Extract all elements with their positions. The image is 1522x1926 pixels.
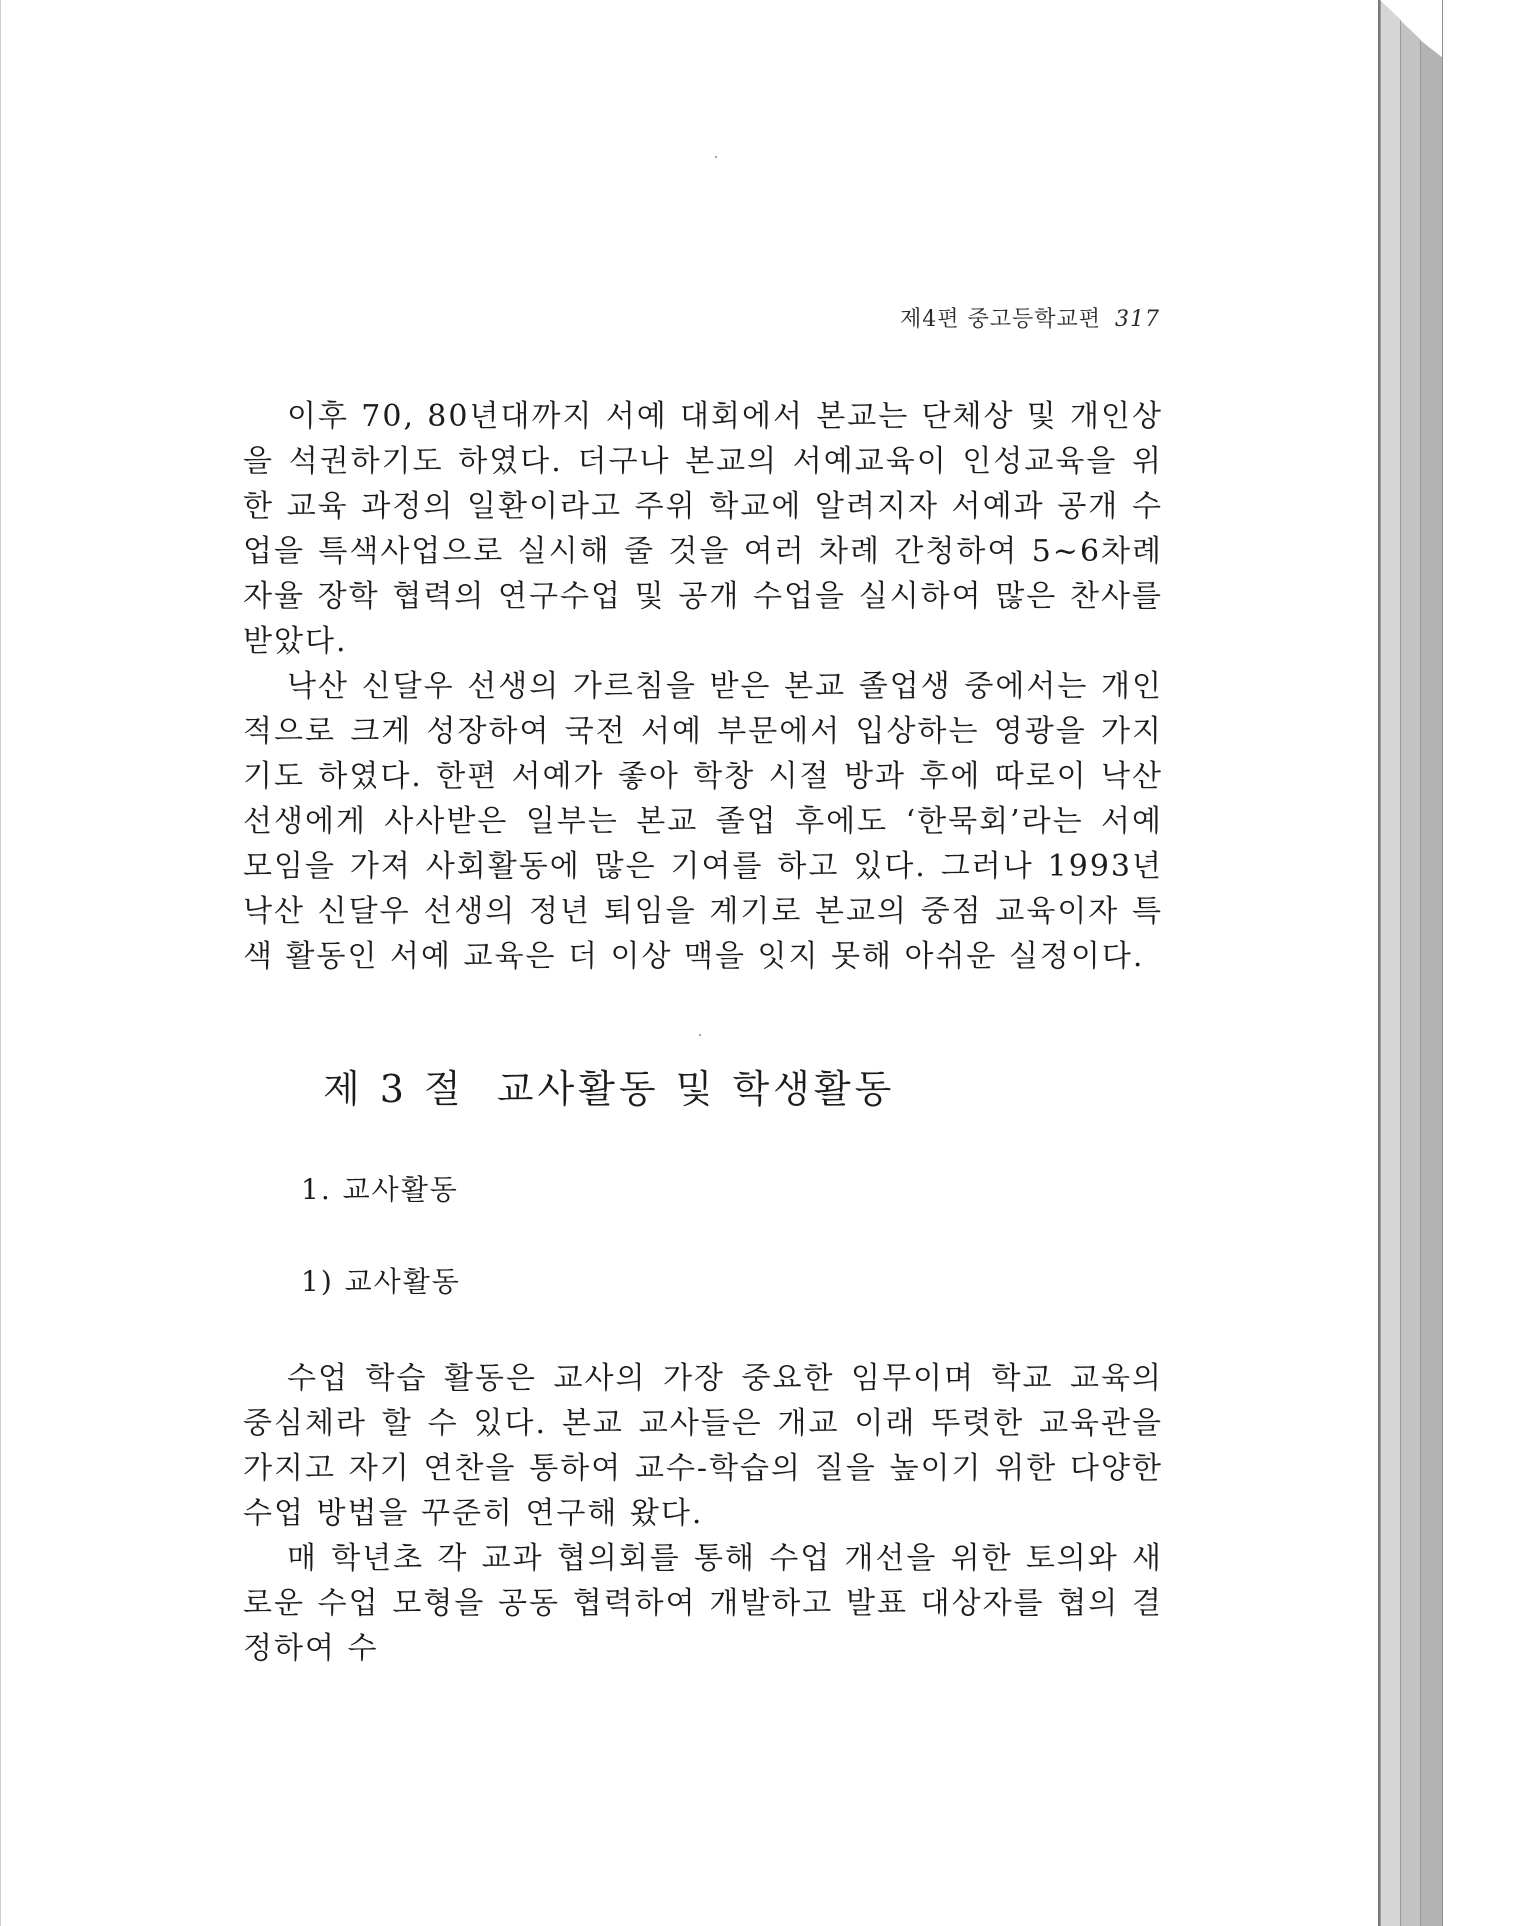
body-text-block bbox=[243, 1356, 1163, 1671]
running-header bbox=[900, 302, 1160, 333]
paragraph: 이후 70, 80년대까지 서예 대회에서 본교는 단체상 및 개인상을 석권하기도 하였다. 더구나 본교의 서예교육이 인성교육을 위한 교육 과정의 일환이라고 주위 학교에 알려지자 서예과 공개 수업을 특색사업으로 실시해 줄 것을 여러 차례 간청하여 5~6차례 자율 장학 협력의 연구수업 및 공개 수업을 실시하여 많은 찬사를 받았다. bbox=[243, 399, 1163, 659]
running-title: 제4편 중고등학교편 bbox=[899, 307, 1101, 332]
scan-speck bbox=[715, 156, 717, 158]
section-heading bbox=[323, 1058, 895, 1113]
section-title: 교사활동 및 학생활동 bbox=[496, 1067, 896, 1111]
paragraph: 낙산 신달우 선생의 가르침을 받은 본교 졸업생 중에서는 개인적으로 크게 성장하여 국전 서예 부문에서 입상하는 영광을 가지기도 하였다. 한편 서예가 좋아 학창 시절 방과 후에 따로이 낙산 선생에게 사사받은 일부는 본교 졸업 후에도 ‘한묵회’라는 서예 모임을 가져 사회활동에 많은 기여를 하고 있다. 그러나 1993년 낙산 신달우 선생의 정년 퇴임을 계기로 본교의 중점 교육이자 특색 활동인 서예 교육은 더 이상 맥을 잇지 못해 아쉬운 실정이다. bbox=[243, 669, 1163, 974]
subsection-heading: 1. 교사활동 bbox=[301, 1173, 459, 1206]
body-text-block bbox=[243, 394, 1163, 979]
book-edge bbox=[1380, 0, 1401, 1926]
section-number: 제 3 절 bbox=[323, 1067, 465, 1111]
scan-speck bbox=[699, 1034, 701, 1036]
paragraph: 매 학년초 각 교과 협의회를 통해 수업 개선을 위한 토의와 새로운 수업 모형을 공동 협력하여 개발하고 발표 대상자를 협의 결정하여 수 bbox=[243, 1541, 1163, 1666]
book-edge bbox=[1400, 0, 1421, 1926]
subsubsection-heading: 1) 교사활동 bbox=[301, 1265, 461, 1298]
page-number: 317 bbox=[1115, 307, 1160, 332]
book-edge bbox=[1420, 0, 1443, 1926]
book-edge-line bbox=[1442, 0, 1443, 1926]
paragraph: 수업 학습 활동은 교사의 가장 중요한 임무이며 학교 교육의 중심체라 할 수 있다. 본교 교사들은 개교 이래 뚜렷한 교육관을 가지고 자기 연찬을 통하여 교수-학습의 질을 높이기 위한 다양한 수업 방법을 꾸준히 연구해 왔다. bbox=[243, 1361, 1163, 1531]
